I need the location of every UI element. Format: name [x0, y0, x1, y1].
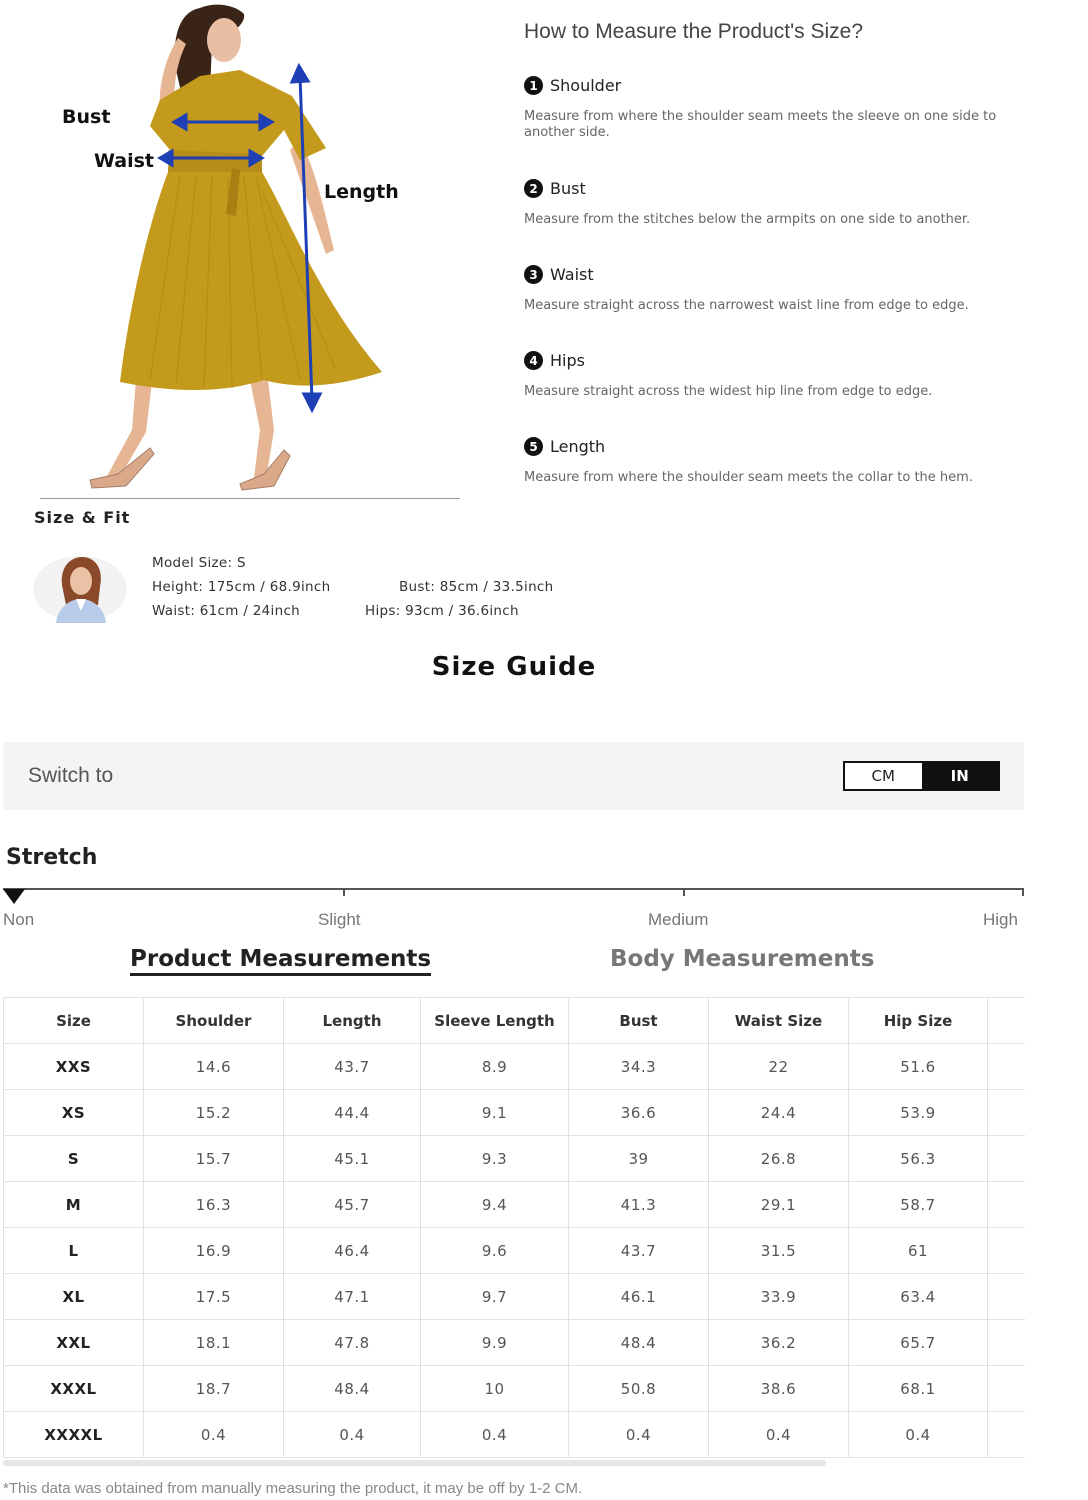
tab-product-measurements[interactable]: Product Measurements	[130, 946, 431, 976]
table-header-cell	[988, 998, 1025, 1044]
switch-label: Switch to	[28, 764, 114, 787]
measurement-cell: 29.1	[709, 1182, 849, 1228]
measurement-cell: 48.4	[569, 1320, 709, 1366]
unit-toggle	[843, 761, 1000, 791]
measurement-cell: 9.4	[421, 1182, 569, 1228]
size-cell: S	[4, 1136, 144, 1182]
model-avatar	[32, 555, 128, 623]
model-size: Model Size: S	[152, 555, 246, 571]
size-cell: XL	[4, 1274, 144, 1320]
measurement-cell: 63.4	[849, 1274, 988, 1320]
table-row	[4, 1228, 1025, 1274]
how-to-measure-section	[524, 20, 1024, 485]
measurement-cell	[988, 1274, 1025, 1320]
measurement-cell: 36.2	[709, 1320, 849, 1366]
measurement-cell: 8.9	[421, 1044, 569, 1090]
measurement-cell: 0.4	[144, 1412, 284, 1458]
measurement-cell: 45.1	[284, 1136, 421, 1182]
step-number-icon: 3	[524, 265, 543, 284]
measurement-cell	[988, 1320, 1025, 1366]
step-number-icon: 1	[524, 76, 543, 95]
size-cell: XXS	[4, 1044, 144, 1090]
table-header-cell: Size	[4, 998, 144, 1044]
table-header-row	[4, 998, 1025, 1044]
measurement-cell	[988, 1090, 1025, 1136]
measurement-cell: 46.1	[569, 1274, 709, 1320]
model-height: Height: 175cm / 68.9inch	[152, 579, 331, 595]
waist-label: Waist	[94, 150, 155, 172]
measurement-cell: 15.7	[144, 1136, 284, 1182]
step-number-icon: 4	[524, 351, 543, 370]
how-to-measure-title: How to Measure the Product's Size?	[524, 20, 864, 43]
step-name: Length	[550, 437, 606, 456]
measurement-cell: 0.4	[709, 1412, 849, 1458]
measurement-cell: 0.4	[421, 1412, 569, 1458]
step-description: Measure straight across the widest hip line from edge to edge.	[524, 384, 933, 399]
size-cell: XXXXL	[4, 1412, 144, 1458]
step-shoulder	[524, 76, 1024, 141]
measurement-cell	[988, 1228, 1025, 1274]
measurement-cell: 47.1	[284, 1274, 421, 1320]
measurement-cell: 0.4	[849, 1412, 988, 1458]
size-cell: M	[4, 1182, 144, 1228]
measurement-cell: 24.4	[709, 1090, 849, 1136]
stretch-level-non: Non	[3, 910, 35, 929]
size-cell: XS	[4, 1090, 144, 1136]
step-number-icon: 5	[524, 437, 543, 456]
step-description: Measure from the stitches below the armpits on one side to another.	[524, 212, 971, 227]
step-waist	[524, 265, 1024, 314]
measurement-cell: 0.4	[569, 1412, 709, 1458]
table-header-cell: Bust	[569, 998, 709, 1044]
step-name: Waist	[550, 265, 594, 284]
step-name: Bust	[550, 179, 586, 198]
step-name: Shoulder	[550, 76, 622, 95]
model-bust: Bust: 85cm / 33.5inch	[399, 579, 554, 595]
table-header-cell: Hip Size	[849, 998, 988, 1044]
table-row	[4, 1182, 1025, 1228]
measurement-cell: 14.6	[144, 1044, 284, 1090]
table-row	[4, 1136, 1025, 1182]
measurement-cell: 9.6	[421, 1228, 569, 1274]
measurement-cell: 39	[569, 1136, 709, 1182]
horizontal-scrollbar[interactable]	[3, 1460, 826, 1466]
measurement-cell: 61	[849, 1228, 988, 1274]
measurement-cell: 31.5	[709, 1228, 849, 1274]
measurement-cell: 18.7	[144, 1366, 284, 1412]
measurement-cell	[988, 1366, 1025, 1412]
stretch-tick	[343, 888, 345, 896]
step-description: Measure from where the shoulder seam meets the sleeve on one side to another side.	[524, 109, 997, 140]
measurement-cell: 58.7	[849, 1182, 988, 1228]
measurement-cell: 26.8	[709, 1136, 849, 1182]
size-fit-title: Size & Fit	[34, 508, 131, 527]
measurement-cell: 22	[709, 1044, 849, 1090]
bust-label: Bust	[62, 106, 111, 128]
measurement-note: *This data was obtained from manually measuring the product, it may be off by 1-2 CM.	[3, 1480, 583, 1497]
stretch-marker-icon	[3, 889, 25, 904]
unit-option-cm[interactable]: CM	[845, 763, 922, 789]
size-guide-title: Size Guide	[431, 652, 597, 682]
measurement-cell: 41.3	[569, 1182, 709, 1228]
table-row	[4, 1274, 1025, 1320]
measurement-cell: 15.2	[144, 1090, 284, 1136]
step-length	[524, 437, 1024, 486]
measurement-cell: 47.8	[284, 1320, 421, 1366]
measurement-cell: 36.6	[569, 1090, 709, 1136]
measurement-cell: 43.7	[569, 1228, 709, 1274]
measurement-cell	[988, 1412, 1025, 1458]
length-label: Length	[324, 181, 399, 203]
unit-option-in[interactable]: IN	[922, 763, 999, 789]
measurement-cell	[988, 1136, 1025, 1182]
table-header-cell: Waist Size	[709, 998, 849, 1044]
stretch-tick	[683, 888, 685, 896]
measurement-cell: 9.1	[421, 1090, 569, 1136]
table-row	[4, 1320, 1025, 1366]
stretch-level-medium: Medium	[648, 910, 709, 929]
model-waist: Waist: 61cm / 24inch	[152, 603, 301, 619]
measurement-cell: 34.3	[569, 1044, 709, 1090]
size-cell: XXL	[4, 1320, 144, 1366]
size-table	[3, 997, 1025, 1458]
step-description: Measure straight across the narrowest waist line from edge to edge.	[524, 298, 969, 313]
step-bust	[524, 179, 1024, 228]
table-row	[4, 1044, 1025, 1090]
measurement-cell: 56.3	[849, 1136, 988, 1182]
measurement-cell: 43.7	[284, 1044, 421, 1090]
table-header-cell: Length	[284, 998, 421, 1044]
measurement-cell: 16.9	[144, 1228, 284, 1274]
stretch-level-slight: Slight	[318, 910, 361, 929]
measurement-cell: 53.9	[849, 1090, 988, 1136]
table-header-cell: Shoulder	[144, 998, 284, 1044]
table-row	[4, 1412, 1025, 1458]
measurement-cell: 68.1	[849, 1366, 988, 1412]
stretch-tick	[1022, 888, 1024, 896]
measurement-cell: 33.9	[709, 1274, 849, 1320]
measurement-cell: 0.4	[284, 1412, 421, 1458]
table-row	[4, 1366, 1025, 1412]
measurement-cell: 44.4	[284, 1090, 421, 1136]
stretch-level-high: High	[983, 910, 1018, 929]
measurement-cell: 45.7	[284, 1182, 421, 1228]
tab-body-measurements[interactable]: Body Measurements	[610, 946, 875, 972]
measurement-cell: 48.4	[284, 1366, 421, 1412]
stretch-title: Stretch	[6, 845, 98, 870]
unit-switch-bar	[3, 742, 1024, 810]
size-cell: XXXL	[4, 1366, 144, 1412]
measurement-cell: 10	[421, 1366, 569, 1412]
measurement-cell: 16.3	[144, 1182, 284, 1228]
measurement-cell: 50.8	[569, 1366, 709, 1412]
measurement-cell: 18.1	[144, 1320, 284, 1366]
measurement-cell: 38.6	[709, 1366, 849, 1412]
measurement-cell: 65.7	[849, 1320, 988, 1366]
step-number-icon: 2	[524, 179, 543, 198]
measurement-cell	[988, 1044, 1025, 1090]
divider	[40, 498, 460, 499]
measurement-cell: 9.7	[421, 1274, 569, 1320]
measurement-cell: 46.4	[284, 1228, 421, 1274]
measurement-cell: 17.5	[144, 1274, 284, 1320]
measurement-cell: 9.9	[421, 1320, 569, 1366]
measurement-cell	[988, 1182, 1025, 1228]
step-description: Measure from where the shoulder seam meets the collar to the hem.	[524, 470, 973, 485]
step-name: Hips	[550, 351, 585, 370]
model-hips: Hips: 93cm / 36.6inch	[365, 603, 519, 619]
step-hips	[524, 351, 1024, 400]
size-cell: L	[4, 1228, 144, 1274]
table-row	[4, 1090, 1025, 1136]
dress-model-illustration	[40, 0, 480, 500]
measurement-cell: 51.6	[849, 1044, 988, 1090]
measurement-cell: 9.3	[421, 1136, 569, 1182]
stretch-scale-line	[3, 888, 1024, 890]
table-header-cell: Sleeve Length	[421, 998, 569, 1044]
